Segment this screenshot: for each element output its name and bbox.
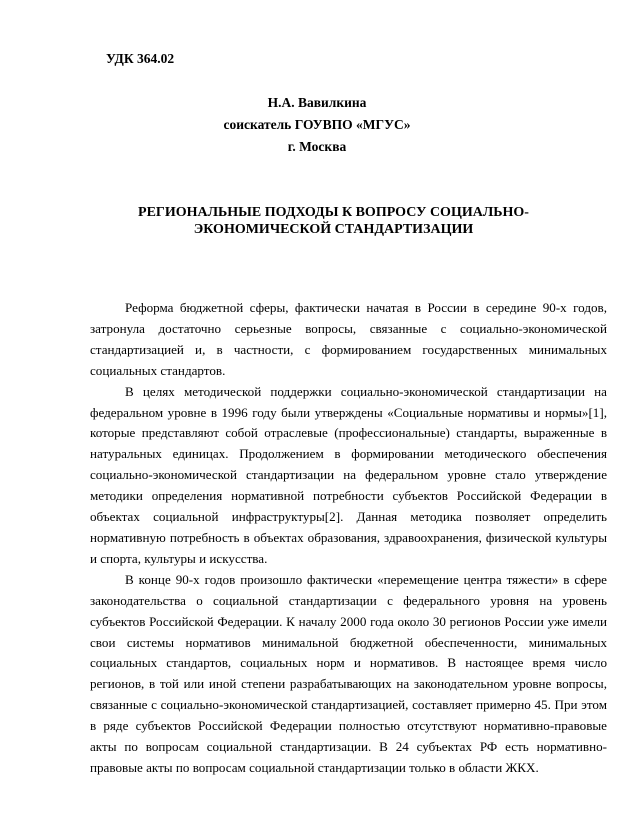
paragraph-regional-legislation: В конце 90-х годов произошло фактически «перемещение центра тяжести» в сфере законодательства о социальной стандартизации с федерального уровня на уровень субъектов Российской Федерации. К началу 2000 года около 30 регионов России уже имели свои системы нормативов минимальной бюджетной обеспеченности, минимальных социальных стандартов, социальных норм и нормативов. В настоящее время число регионов, в той или иной степени разрабатывающих на законодательном уровне вопросы, связанные с социально-экономической стандартизацией, составляет примерно 45. При этом в ряде субъектов Российской Федерации полностью отсутствуют нормативно-правовые акты по вопросам социальной стандартизации. В 24 субъектах РФ есть нормативно-правовые акты по вопросам социальной стандартизации только в области ЖКХ. [90,571,607,775]
author-block [0,92,634,158]
author-city: г. Москва [287,139,347,154]
paragraph-reform-intro: Реформа бюджетной сферы, фактически начатая в России в середине 90-х годов, затронула достаточно серьезные вопросы, связанные с социально-экономической стандартизацией и, в частности, с формированием государственных минимальных социальных стандартов. [90,300,607,378]
paragraph-federal-methodology: В целях методической поддержки социально-экономической стандартизации на федеральном уровне в 1996 году были утверждены «Социальные нормативы и нормы»[1], которые представляют собой отраслевые (профессиональные) стандарты, выраженные в натуральных единицах. Продолжением в формировании методического обеспечения социально-экономической стандартизации на федеральном уровне стало утверждение методики определения нормативной потребности субъектов Российской Федерации в объектах социальной инфраструктуры[2]. Данная методика позволяет определить нормативную потребность в объектах образования, здравоохранения, физической культуры и спорта, культуры и искусства. [90,383,607,566]
paper-title: РЕГИОНАЛЬНЫЕ ПОДХОДЫ К ВОПРОСУ СОЦИАЛЬНО-ЭКОНОМИЧЕСКОЙ СТАНДАРТИЗАЦИИ [138,205,529,237]
author-name: Н.А. Вавилкина [267,95,367,110]
author-affiliation: соискатель ГОУВПО «МГУС» [223,117,411,132]
udc-code: УДК 364.02 [106,51,175,66]
document-body [90,298,607,779]
